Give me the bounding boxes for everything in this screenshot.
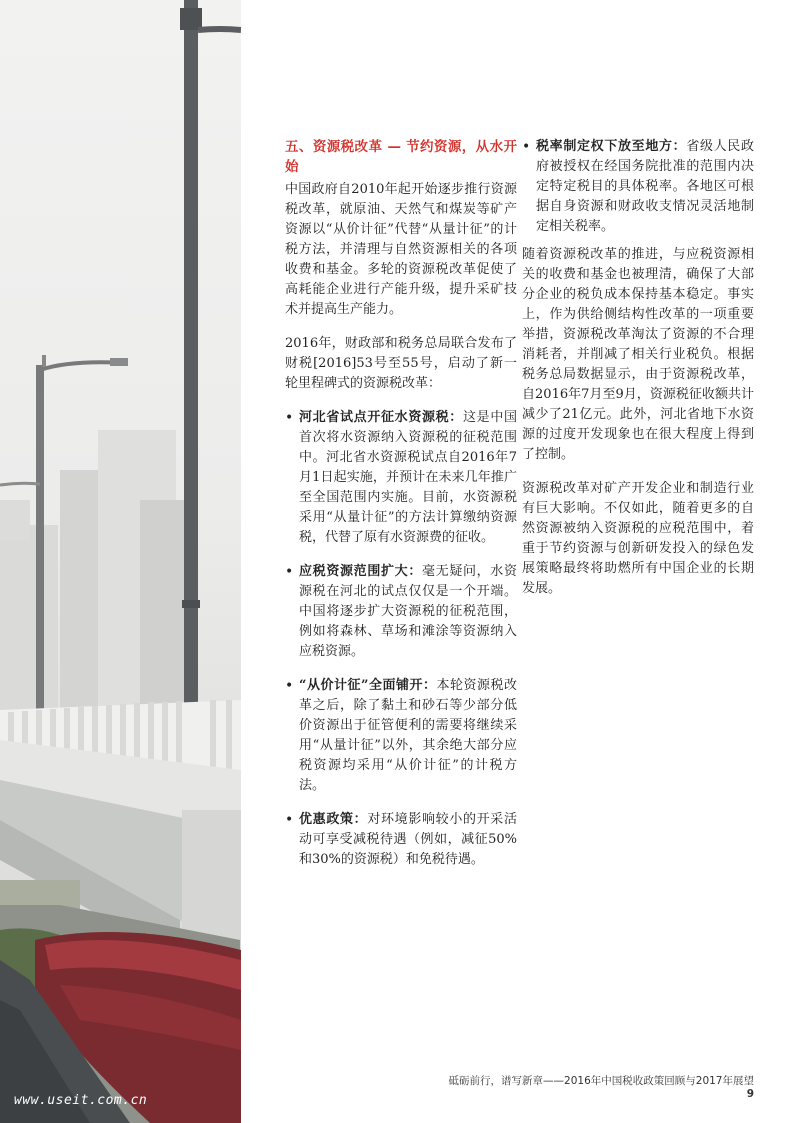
- bullet-text: 对环境影响较小的开采活动可享受减税待遇（例如，减征50%和30%的资源税）和免税待遇。: [299, 812, 517, 867]
- left-column: [285, 137, 517, 884]
- reform-paragraph: 2016年，财政部和税务总局联合发布了财税[2016]53号至55号，启动了新一轮里程碑式的资源税改革：: [285, 336, 517, 391]
- intro-paragraph: 中国政府自2010年起开始逐步推行资源税改革，就原油、天然气和煤炭等矿产资源以“从价计征”代替“从量计征”的计税方法，并清理与自然资源相关的各项收费和基金。多轮的资源税改革促使了高耗能企业进行产能升级，提升采矿技术并提高生产能力。: [285, 182, 517, 317]
- bullet-text: 省级人民政府被授权在经国务院批准的范围内决定特定税目的具体税率。各地区可根据自身资源和财政收支情况灵活地制定相关税率。: [536, 139, 754, 234]
- bridge-photo: [0, 0, 241, 1123]
- bullet-text: 这是中国首次将水资源纳入资源税的征税范围中。河北省水资源税试点自2016年7月1日起实施，并预计在未来几年推广至全国范围内实施。目前，水资源税采用“从量计征”的方法计算缴纳资源税，代替了原有水资源费的征收。: [299, 410, 517, 545]
- bullet-text: 本轮资源税改革之后，除了黏土和砂石等少部分低价资源出于征管便利的需要将继续采用“从量计征”以外，其余绝大部分应税资源均采用“从价计征”的计税方法。: [299, 678, 517, 793]
- bullet-lead: 税率制定权下放至地方：: [536, 139, 687, 154]
- bullet-lead: “从价计征”全面铺开：: [299, 678, 437, 693]
- bullet-item-local-rates: [522, 137, 754, 237]
- impact-paragraph: 资源税改革对矿产开发企业和制造行业有巨大影响。不仅如此，随着更多的自然资源被纳入资源税的应税范围中，着重于节约资源与创新研发投入的绿色发展策略最终将助燃所有中国企业的长期发展。: [522, 481, 754, 596]
- bullet-item-scope: [285, 562, 517, 662]
- right-column: [522, 137, 754, 613]
- section-heading: 五、资源税改革 — 节约资源，从水开始: [285, 139, 517, 175]
- page-number: 9: [746, 1088, 754, 1100]
- bullet-lead: 河北省试点开征水资源税：: [299, 410, 463, 425]
- footer-title: 砥砺前行，谱写新章——2016年中国税收政策回顾与2017年展望: [448, 1075, 754, 1087]
- watermark-text: www.useit.com.cn: [14, 1093, 148, 1108]
- reform-bullet-list: [285, 408, 517, 870]
- bullet-item-water-tax: [285, 408, 517, 548]
- bullet-lead: 应税资源范围扩大：: [299, 564, 422, 579]
- progress-paragraph: 随着资源税改革的推进，与应税资源相关的收费和基金也被理清，确保了大部分企业的税负成本保持基本稳定。事实上，作为供给侧结构性改革的一项重要举措，资源税改革淘汰了资源的不合理消耗者，并削减了相关行业税负。根据税务总局数据显示，由于资源税改革，自2016年7月至9月，资源税征收额共计减少了21亿元。此外，河北省地下水资源的过度开发现象也在很大程度上得到了控制。: [522, 247, 754, 462]
- page-footer: [440, 1073, 754, 1100]
- bridge-illustration: [0, 0, 241, 1123]
- bullet-lead: 优惠政策：: [299, 812, 368, 827]
- bullet-text: 毫无疑问，水资源税在河北的试点仅仅是一个开端。中国将逐步扩大资源税的征税范围，例如将森林、草场和滩涂等资源纳入应税资源。: [299, 564, 517, 659]
- bullet-item-ad-valorem: [285, 676, 517, 796]
- bullet-item-incentives: [285, 810, 517, 870]
- right-bullet-list: [522, 137, 754, 237]
